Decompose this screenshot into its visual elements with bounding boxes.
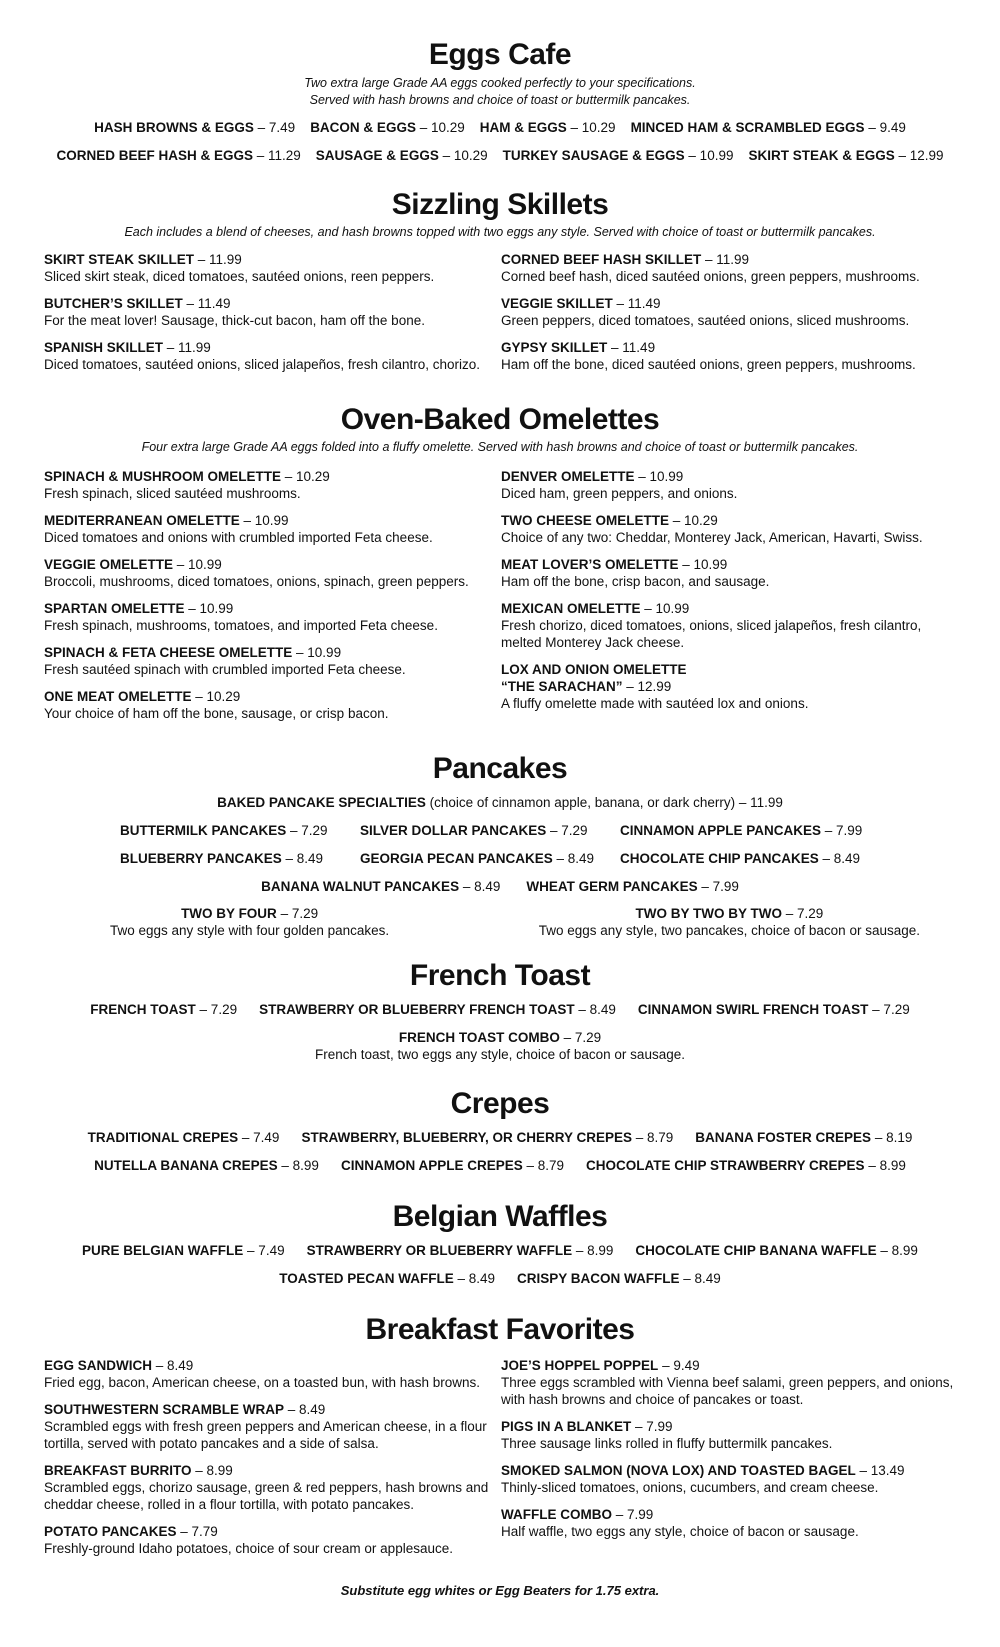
menu-item: TWO BY TWO BY TWO – 7.29 Two eggs any style, two pancakes, choice of bacon or sausage. — [538, 906, 920, 938]
section-title: French Toast — [409, 959, 591, 992]
menu-row — [0, 878, 1000, 896]
menu-item: MEDITERRANEAN OMELETTE – 10.99 Diced tomatoes and onions with crumbled imported Feta cheese. — [44, 513, 433, 545]
menu-item: FRENCH TOAST – 7.29 — [90, 1002, 238, 1017]
menu-item: EGG SANDWICH – 8.49 Fried egg, bacon, American cheese, on a toasted bun, with hash browns. — [44, 1358, 481, 1390]
menu-item: BAKED PANCAKE SPECIALTIES (choice of cinnamon apple, banana, or dark cherry) – 11.99 — [217, 795, 783, 810]
menu-item: VEGGIE OMELETTE – 10.99 Broccoli, mushrooms, diced tomatoes, onions, spinach, green peppers. — [44, 557, 469, 589]
section-title: Oven-Baked Omelettes — [340, 403, 660, 436]
menu-row — [0, 1242, 1000, 1260]
menu-item: CINNAMON APPLE CREPES – 8.79 — [340, 1158, 565, 1173]
menu-row — [0, 1157, 1000, 1175]
menu-row — [0, 119, 1000, 137]
menu-item: NUTELLA BANANA CREPES – 8.99 — [94, 1158, 319, 1173]
menu-row — [0, 822, 1000, 840]
section-subtitle: Served with hash browns and choice of toast or buttermilk pancakes. — [309, 93, 691, 107]
menu-row — [0, 850, 1000, 868]
menu-item: JOE’S HOPPEL POPPEL – 9.49 Three eggs scrambled with Vienna beef salami, green peppers, and onions, with hash browns and choice of pancakes or toast. — [501, 1358, 954, 1407]
section-french-toast — [0, 959, 1000, 1063]
menu-item: CHOCOLATE CHIP STRAWBERRY CREPES – 8.99 — [586, 1158, 906, 1173]
section-title: Crepes — [450, 1087, 550, 1120]
menu-item: CINNAMON SWIRL FRENCH TOAST – 7.29 — [637, 1002, 910, 1017]
menu-item: STRAWBERRY OR BLUEBERRY FRENCH TOAST – 8.49 — [259, 1002, 616, 1017]
menu-item: BLUEBERRY PANCAKES – 8.49 — [120, 851, 324, 866]
menu-row — [0, 1129, 1000, 1147]
menu-item: CINNAMON APPLE PANCAKES – 7.99 — [620, 823, 863, 838]
section-pancakes — [0, 752, 1000, 939]
left-column — [44, 1357, 499, 1567]
menu-row — [0, 1001, 1000, 1019]
menu-item: TWO CHEESE OMELETTE – 10.29 Choice of any two: Cheddar, Monterey Jack, American, Havarti, Swiss. — [501, 513, 923, 545]
menu-item: STRAWBERRY, BLUEBERRY, OR CHERRY CREPES – 8.79 — [301, 1130, 674, 1145]
menu-item: CORNED BEEF HASH & EGGS – 11.29 — [56, 148, 301, 163]
menu-item: PURE BELGIAN WAFFLE – 7.49 — [82, 1243, 285, 1258]
menu-row — [0, 1270, 1000, 1288]
menu-item: MEAT LOVER’S OMELETTE – 10.99 Ham off the bone, crisp bacon, and sausage. — [501, 557, 770, 589]
menu-item: BUTCHER’S SKILLET – 11.49 For the meat lover! Sausage, thick-cut bacon, ham off the bone. — [44, 296, 425, 328]
section-title: Belgian Waffles — [392, 1200, 608, 1233]
section-waffles — [0, 1200, 1000, 1288]
menu-item: BANANA WALNUT PANCAKES – 8.49 — [261, 879, 501, 894]
menu-item: MINCED HAM & SCRAMBLED EGGS – 9.49 — [630, 120, 906, 135]
menu-item: SKIRT STEAK & EGGS – 12.99 — [748, 148, 944, 163]
menu-item: SILVER DOLLAR PANCAKES – 7.29 — [360, 823, 588, 838]
left-column — [44, 468, 499, 732]
menu-item: GEORGIA PECAN PANCAKES – 8.49 — [360, 851, 595, 866]
section-title: Breakfast Favorites — [365, 1313, 635, 1346]
menu-item: CORNED BEEF HASH SKILLET – 11.99 Corned beef hash, diced sautéed onions, green peppers, mushrooms. — [501, 252, 920, 284]
footnote: Substitute egg whites or Egg Beaters for 1.75 extra. — [340, 1583, 660, 1598]
combo-row — [0, 905, 1000, 939]
section-subtitle: Four extra large Grade AA eggs folded into a fluffy omelette. Served with hash browns and choice of toast or buttermilk pancakes. — [141, 440, 859, 454]
section-subtitle: Two extra large Grade AA eggs cooked perfectly to your specifications. — [304, 76, 696, 90]
menu-item: ONE MEAT OMELETTE – 10.29 Your choice of ham off the bone, sausage, or crisp bacon. — [44, 689, 389, 721]
menu-item: SPARTAN OMELETTE – 10.99 Fresh spinach, mushrooms, tomatoes, and imported Feta cheese. — [44, 601, 438, 633]
menu-item: PIGS IN A BLANKET – 7.99 Three sausage links rolled in fluffy buttermilk pancakes. — [501, 1419, 833, 1451]
menu-item: VEGGIE SKILLET – 11.49 Green peppers, diced tomatoes, sautéed onions, sliced mushrooms. — [501, 296, 910, 328]
menu-item: CRISPY BACON WAFFLE – 8.49 — [517, 1271, 721, 1286]
menu-item: HAM & EGGS – 10.29 — [479, 120, 616, 135]
menu-item: WAFFLE COMBO – 7.99 Half waffle, two eggs any style, choice of bacon or sausage. — [501, 1507, 859, 1539]
menu-item: SOUTHWESTERN SCRAMBLE WRAP – 8.49 Scrambled eggs with fresh green peppers and American cheese, in a flour tortilla, served with potato pancakes and a side of salsa. — [44, 1402, 487, 1451]
section-subtitle: Each includes a blend of cheeses, and hash browns topped with two eggs any style. Served with choice of toast or buttermilk pancakes. — [124, 225, 876, 239]
right-column — [501, 468, 956, 732]
menu-item: SMOKED SALMON (NOVA LOX) AND TOASTED BAGEL – 13.49 Thinly-sliced tomatoes, onions, cucumbers, and cream cheese. — [501, 1463, 905, 1495]
two-column-list — [0, 251, 1000, 383]
section-title: Pancakes — [432, 752, 568, 785]
menu-item: HASH BROWNS & EGGS – 7.49 — [94, 120, 296, 135]
menu-item: BREAKFAST BURRITO – 8.99 Scrambled eggs, chorizo sausage, green & red peppers, hash browns and cheddar cheese, rolled in a flour tortilla, with potato pancakes. — [44, 1463, 489, 1512]
menu-item: SAUSAGE & EGGS – 10.29 — [315, 148, 488, 163]
menu-item: LOX AND ONION OMELETTE “THE SARACHAN” – 12.99 A fluffy omelette made with sautéed lox and onions. — [501, 662, 809, 711]
menu-item: BACON & EGGS – 10.29 — [310, 120, 465, 135]
right-column — [501, 1357, 956, 1567]
menu-item: WHEAT GERM PANCAKES – 7.99 — [526, 879, 739, 894]
section-favorites — [0, 1313, 1000, 1567]
left-column — [44, 251, 499, 383]
right-column — [501, 251, 956, 383]
menu-row — [0, 794, 1000, 812]
menu-item: STRAWBERRY OR BLUEBERRY WAFFLE – 8.99 — [306, 1243, 614, 1258]
menu-row — [0, 147, 1000, 165]
menu-item: MEXICAN OMELETTE – 10.99 Fresh chorizo, diced tomatoes, onions, sliced jalapeños, fresh cilantro, melted Monterey Jack cheese. — [501, 601, 922, 650]
menu-item: FRENCH TOAST COMBO – 7.29 French toast, two eggs any style, choice of bacon or sausage. — [315, 1030, 685, 1062]
menu-item: TOASTED PECAN WAFFLE – 8.49 — [279, 1271, 495, 1286]
two-column-list — [0, 1357, 1000, 1567]
menu-item: DENVER OMELETTE – 10.99 Diced ham, green peppers, and onions. — [501, 469, 738, 501]
menu-item: SPANISH SKILLET – 11.99 Diced tomatoes, sautéed onions, sliced jalapeños, fresh cilantro, chorizo. — [44, 340, 480, 372]
section-title: Sizzling Skillets — [391, 188, 609, 221]
menu-item: GYPSY SKILLET – 11.49 Ham off the bone, diced sautéed onions, green peppers, mushrooms. — [501, 340, 916, 372]
menu-item: SPINACH & MUSHROOM OMELETTE – 10.29 Fresh spinach, sliced sautéed mushrooms. — [44, 469, 330, 501]
menu-item: TRADITIONAL CREPES – 7.49 — [87, 1130, 280, 1145]
menu-item: SKIRT STEAK SKILLET – 11.99 Sliced skirt steak, diced tomatoes, sautéed onions, reen peppers. — [44, 252, 435, 284]
menu-item: BANANA FOSTER CREPES – 8.19 — [695, 1130, 913, 1145]
section-eggs-cafe — [0, 38, 1000, 165]
menu-item: POTATO PANCAKES – 7.79 Freshly-ground Idaho potatoes, choice of sour cream or applesauce. — [44, 1524, 453, 1556]
menu-item: TURKEY SAUSAGE & EGGS – 10.99 — [502, 148, 734, 163]
menu-item: SPINACH & FETA CHEESE OMELETTE – 10.99 Fresh sautéed spinach with crumbled imported Feta cheese. — [44, 645, 406, 677]
section-title: Eggs Cafe — [428, 38, 572, 71]
menu-item: CHOCOLATE CHIP PANCAKES – 8.49 — [620, 851, 861, 866]
section-crepes — [0, 1087, 1000, 1175]
menu-item: TWO BY FOUR – 7.29 Two eggs any style with four golden pancakes. — [110, 906, 390, 938]
menu-item: CHOCOLATE CHIP BANANA WAFFLE – 8.99 — [635, 1243, 918, 1258]
section-skillets — [0, 188, 1000, 383]
section-omelettes — [0, 403, 1000, 732]
menu-item: BUTTERMILK PANCAKES – 7.29 — [120, 823, 328, 838]
two-column-list — [0, 468, 1000, 732]
